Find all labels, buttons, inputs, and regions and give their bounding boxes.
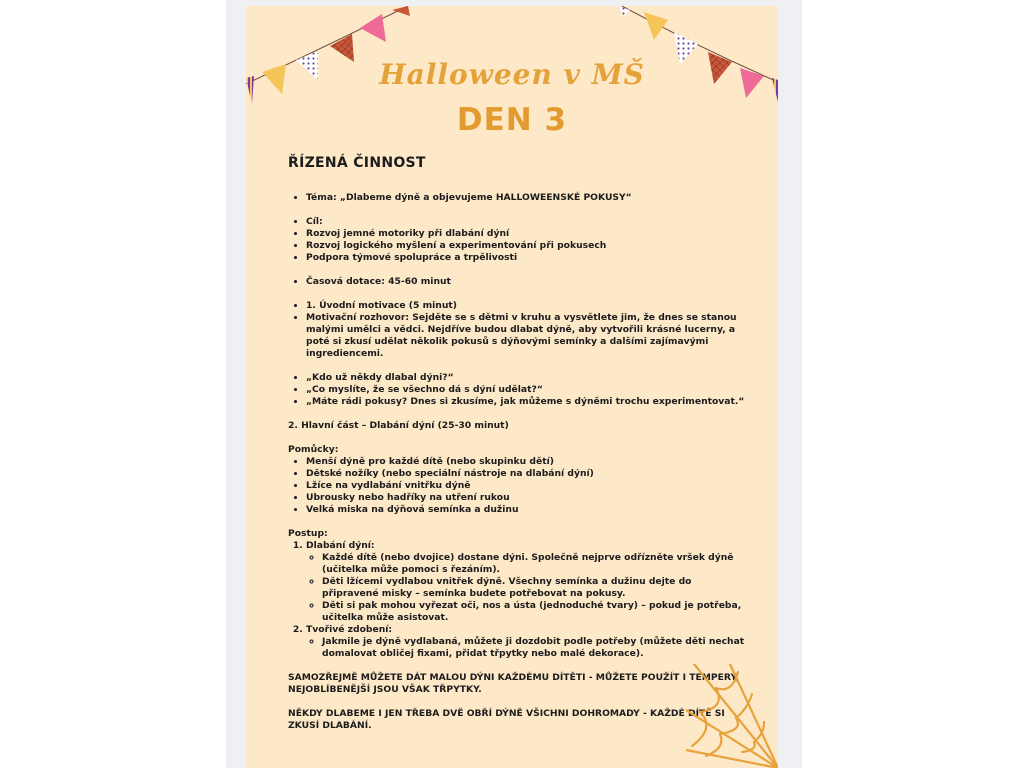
note-giant-pumpkins: NĚKDY DLABEME I JEN TŘEBA DVĚ OBŘÍ DÝNĚ VŠICHNI DOHROMADY - KAŽDÉ DÍTĚ SI ZKUSÍ DLABÁNÍ. [288,708,725,731]
procedure-label: Postup: [288,528,328,539]
substep-item: ◦ Děti lžícemi vydlabou vnitřek dýně. Všechny semínka a dužinu dejte do připravené misky – semínka budete potřebovat na pokusy. [322,576,748,600]
intro-list [288,300,748,360]
tool-item: • Ubrousky nebo hadříky na utření rukou [306,492,748,504]
questions-list [288,372,748,408]
question-item: • „Máte rádi pokusy? Dnes si zkusíme, jak můžeme s dýněmi trochu experimentovat.“ [306,396,748,408]
goal-list [288,216,748,264]
document-page [246,6,778,768]
note-tempery: SAMOZŘEJMĚ MŮŽETE DÁT MALOU DÝNI KAŽDÉMU DÍTĚTI - MŮŽETE POUŽÍT I TEMPERY, NEJOBLÍBENĚJŠÍ JSOU VŠAK TŘPYTKY. [288,672,740,695]
time-item: • Časová dotace: 45-60 minut [306,276,748,288]
time-list [288,276,748,288]
intro-heading: • 1. Úvodní motivace (5 minut) [306,300,748,312]
tool-item: • Lžíce na vydlabání vnitřku dýně [306,480,748,492]
procedure-step [306,624,748,660]
goal-item: • Rozvoj jemné motoriky při dlabání dýní [306,228,748,240]
document-content [288,154,748,732]
tools-label: Pomůcky: [288,444,339,455]
theme-list [288,192,748,204]
script-title: Halloween v MŠ [379,58,645,91]
tool-item: • Menší dýně pro každé dítě (nebo skupinku dětí) [306,456,748,468]
goal-item: • Podpora týmové spolupráce a trpělivosti [306,252,748,264]
procedure-step [306,540,748,624]
step-title: Dlabání dýní: [306,540,375,551]
goal-item: • Rozvoj logického myšlení a experimentování při pokusech [306,240,748,252]
spider-web-icon [686,664,778,768]
intro-text: • Motivační rozhovor: Sejděte se s dětmi v kruhu a vysvětlete jim, že dnes se stanou malými umělci a vědci. Nejdříve budou dlabat dýně, aby vytvořili krásné lucerny, a poté si zkusí udělat několik pokusů s dýňovými semínky a dalšími zajímavými ingrediencemi. [306,312,748,360]
tool-item: • Dětské nožíky (nebo speciální nástroje na dlabání dýní) [306,468,748,480]
step-substeps [306,552,748,624]
goal-label: • Cíl: [306,216,748,228]
question-item: • „Co myslíte, že se všechno dá s dýní udělat?“ [306,384,748,396]
theme-item: • Téma: „Dlabeme dýně a objevujeme HALLOWEENSKÉ POKUSY“ [306,192,748,204]
question-item: • „Kdo už někdy dlabal dýni?“ [306,372,748,384]
procedure-steps [288,540,748,660]
substep-item: ◦ Každé dítě (nebo dvojice) dostane dýni. Společně nejprve odřízněte vršek dýně (učitelka může pomoci s řezáním). [322,552,748,576]
day-title: DEN 3 [456,102,568,138]
section-title: ŘÍZENÁ ČINNOST [288,155,426,171]
tools-list [288,456,748,516]
tool-item: • Velká miska na dýňová semínka a dužinu [306,504,748,516]
substep-item: ◦ Děti si pak mohou vyřezat oči, nos a ústa (jednoduché tvary) – pokud je potřeba, učitelka může asistovat. [322,600,748,624]
main-part-heading: 2. Hlavní část – Dlabání dýní (25-30 minut) [288,420,509,431]
substep-item: ◦ Jakmile je dýně vydlabaná, můžete ji dozdobit podle potřeby (můžete děti nechat domalovat obličej fixami, přidat třpytky nebo malé dekorace). [322,636,748,660]
step-title: Tvořivé zdobení: [306,624,393,635]
step-substeps [306,636,748,660]
